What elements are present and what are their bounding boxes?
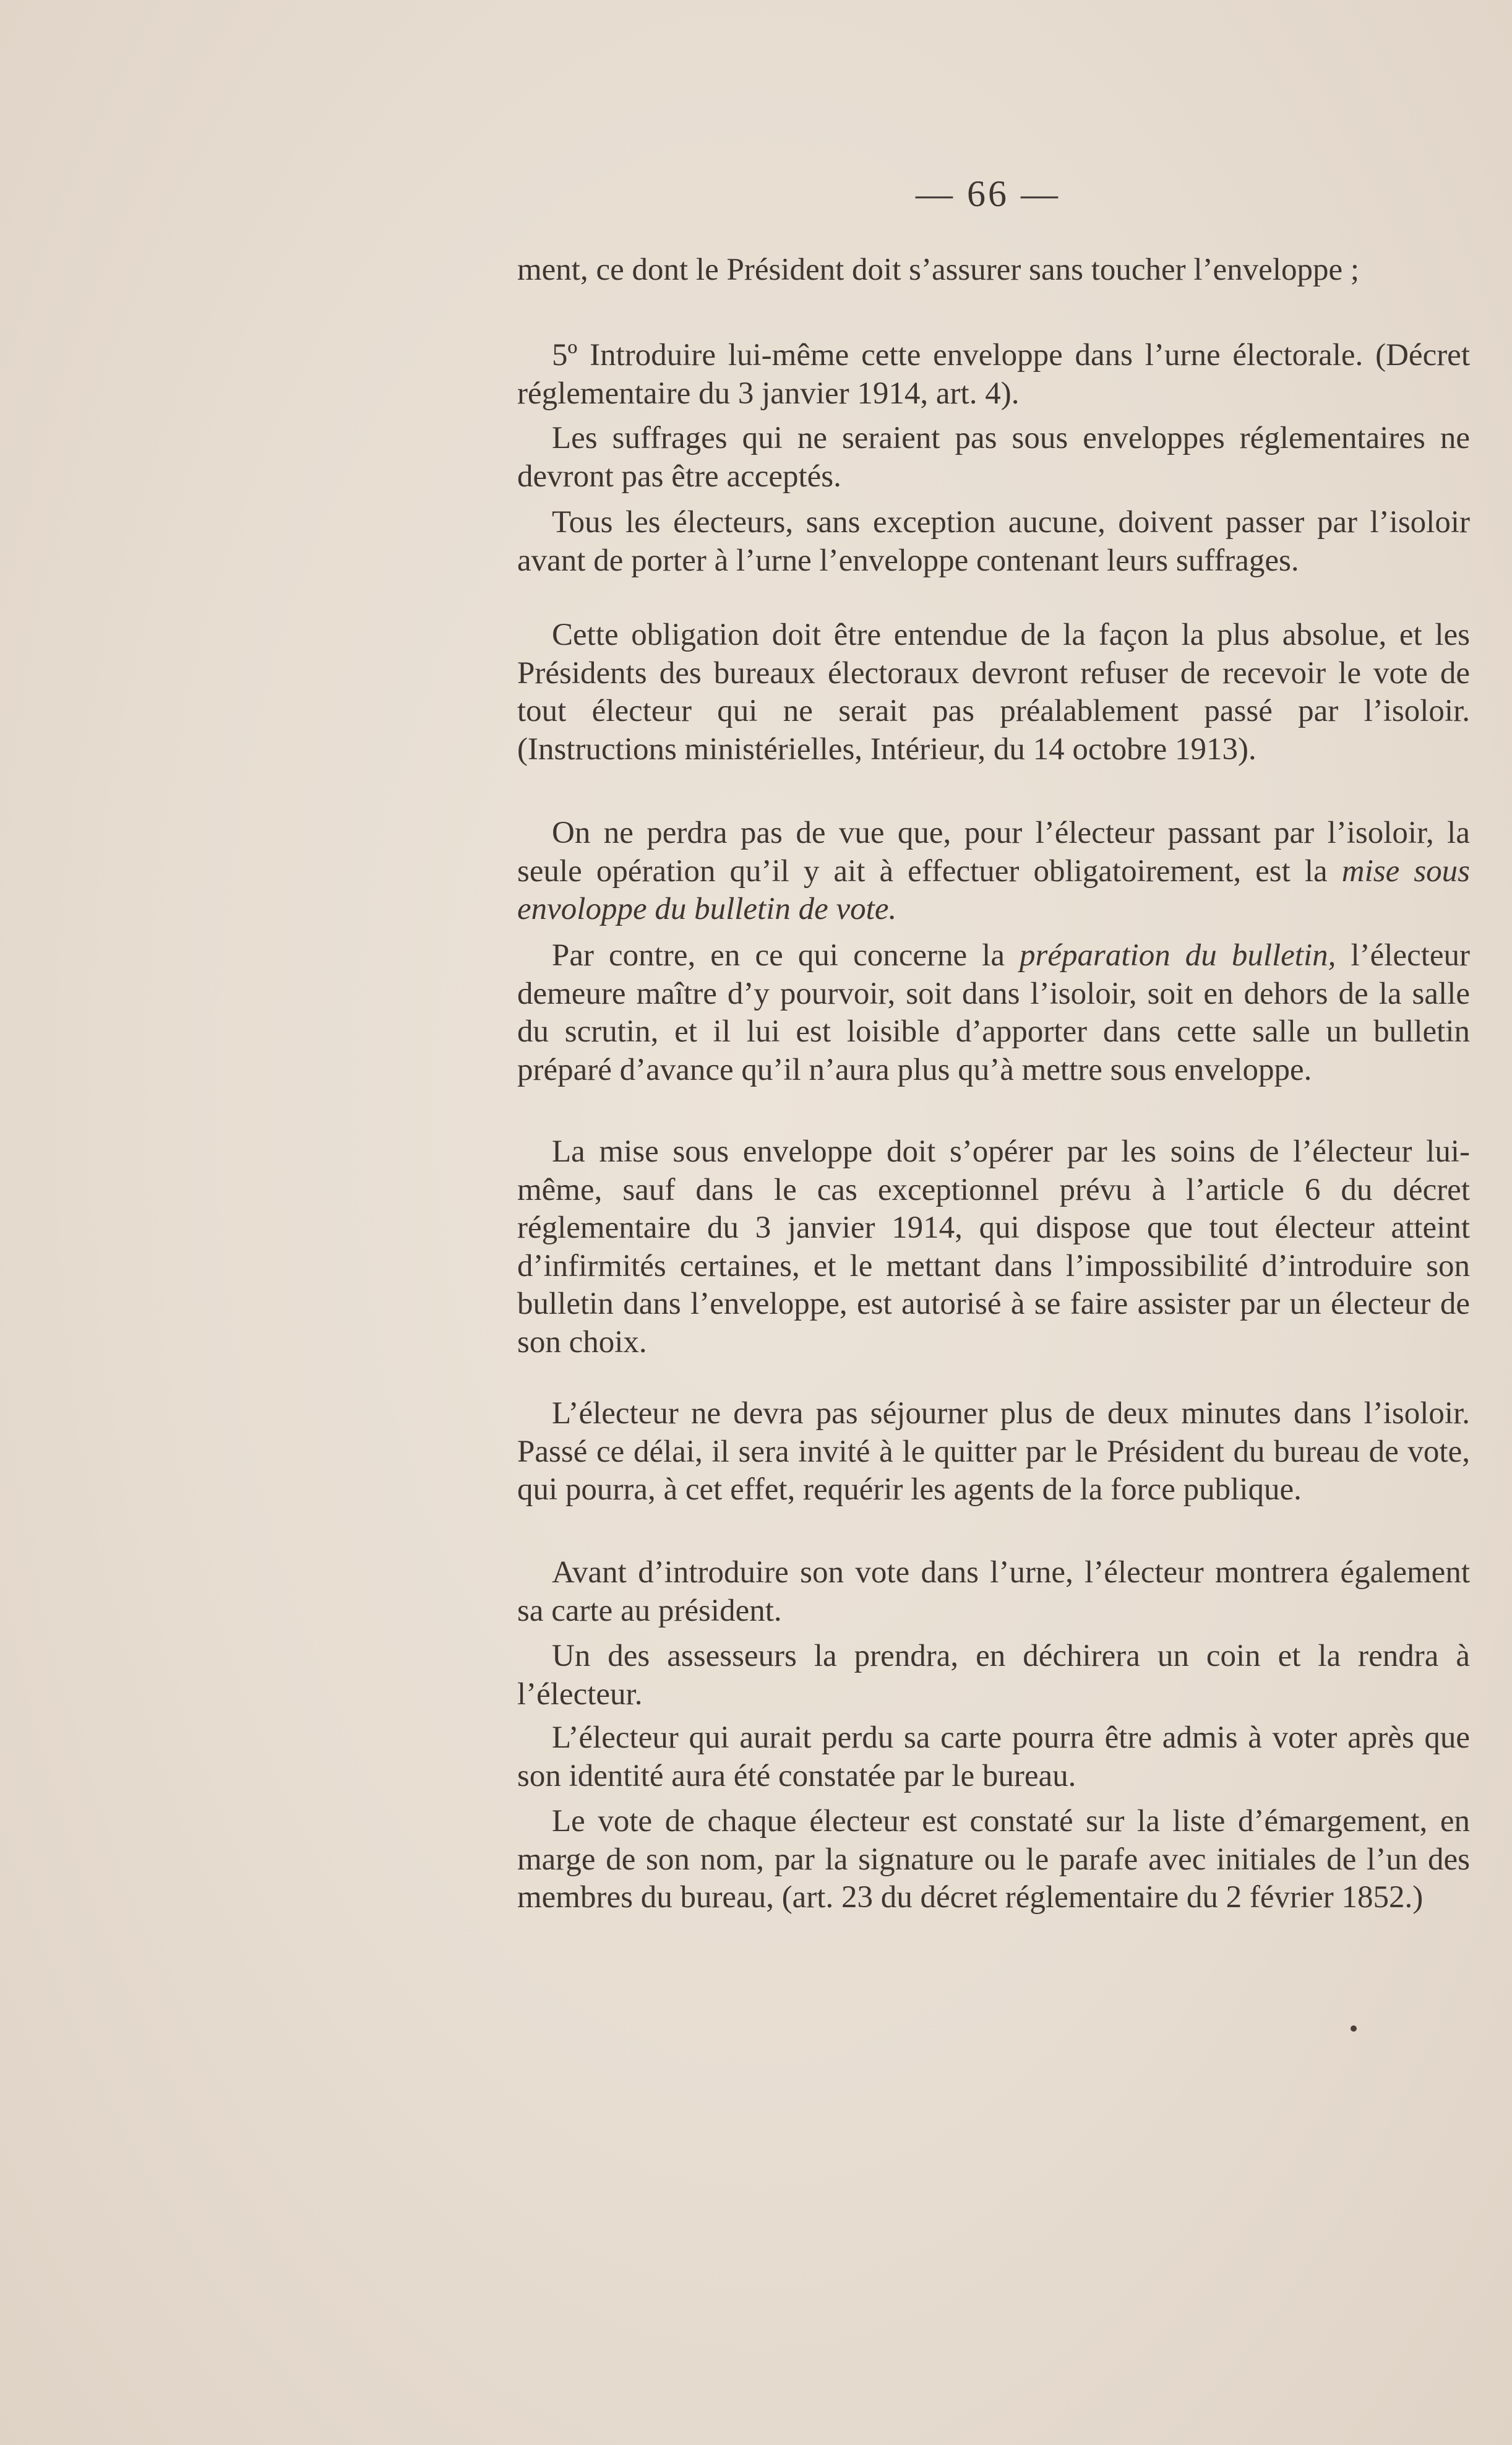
- paragraph-absolute-obligation: Cette obligation doit être entendue de la façon la plus absolue, et les Présidents des bureaux électoraux devront refuser de recevoir le vote de tout électeur qui ne serait pas préalablement passé par l’isoloir. (Instructions ministérielles, Intérieur, du 14 octobre 1913).: [517, 618, 1470, 767]
- paragraph-sole-operation-text: On ne perdra pas de vue que, pour l’électeur passant par l’isoloir, la seule opération qu’il y ait à effectuer obligatoirement, est la: [517, 816, 1470, 889]
- paragraph-continuation: ment, ce dont le Président doit s’assurer sans toucher l’enveloppe ;: [517, 252, 1360, 287]
- paragraph-envelope-by-voter: La mise sous enveloppe doit s’opérer par les soins de l’électeur lui-même, sauf dans le cas exceptionnel prévu à l’article 6 du décret réglementaire du 3 janvier 1914, qui dispose que tout électeur atteint d’infirmités certaines, et le mettant dans l’impossibilité d’introduire son bulletin dans l’enveloppe, est autorisé à se faire assister par un électeur de son choix.: [517, 1134, 1470, 1360]
- paragraph-isoloir-obligation: Tous les électeurs, sans exception aucune, doivent passer par l’isoloir avant de porter à l’urne l’enveloppe contenant leurs suffrages.: [517, 505, 1470, 578]
- ink-speck: [1351, 2025, 1357, 2032]
- paragraph-ballot-preparation-text: Par contre, en ce qui concerne la: [552, 938, 1020, 973]
- paragraph-emargement: Le vote de chaque électeur est constaté sur la liste d’émargement, en marge de son nom, par la signature ou le parafe avec initiales de l’un des membres du bureau, (art. 23 du décret réglementaire du 2 février 1852.): [517, 1804, 1470, 1915]
- paragraph-sole-operation-emphasis: mise sous envoloppe du bulletin de vote.: [517, 853, 1470, 926]
- page-number: — 66 —: [916, 173, 1060, 214]
- paragraph-item-5: 5º Introduire lui-même cette enveloppe dans l’urne électorale. (Décret réglementaire du 3 janvier 1914, art. 4).: [517, 338, 1470, 411]
- paragraph-lost-card: L’électeur qui aurait perdu sa carte pourra être admis à voter après que son identité aura été constatée par le bureau.: [517, 1720, 1470, 1793]
- paragraph-sole-operation: [517, 814, 1470, 929]
- paragraph-assessor-card: Un des assesseurs la prendra, en déchirera un coin et la rendra à l’électeur.: [517, 1639, 1470, 1712]
- paragraph-ballot-preparation-after: l’électeur demeure maître d’y pourvoir, soit dans l’isoloir, soit en dehors de la salle du scrutin, et il lui est loisible d’apporter dans cette salle un bulletin préparé d’avance qu’il n’aura plus qu’à mettre sous enveloppe.: [517, 938, 1470, 1087]
- paragraph-ballot-preparation-emphasis: préparation du bulletin,: [1020, 938, 1336, 973]
- paragraph-show-card: Avant d’introduire son vote dans l’urne, l’électeur montrera également sa carte au président.: [517, 1555, 1470, 1628]
- paragraph-ballot-preparation: [517, 937, 1470, 1089]
- paragraph-suffrages: Les suffrages qui ne seraient pas sous enveloppes réglementaires ne devront pas être acceptés.: [517, 421, 1470, 494]
- paragraph-two-minutes: L’électeur ne devra pas séjourner plus de deux minutes dans l’isoloir. Passé ce délai, il sera invité à le quitter par le Président du bureau de vote, qui pourra, à cet effet, requérir les agents de la force publique.: [517, 1396, 1470, 1507]
